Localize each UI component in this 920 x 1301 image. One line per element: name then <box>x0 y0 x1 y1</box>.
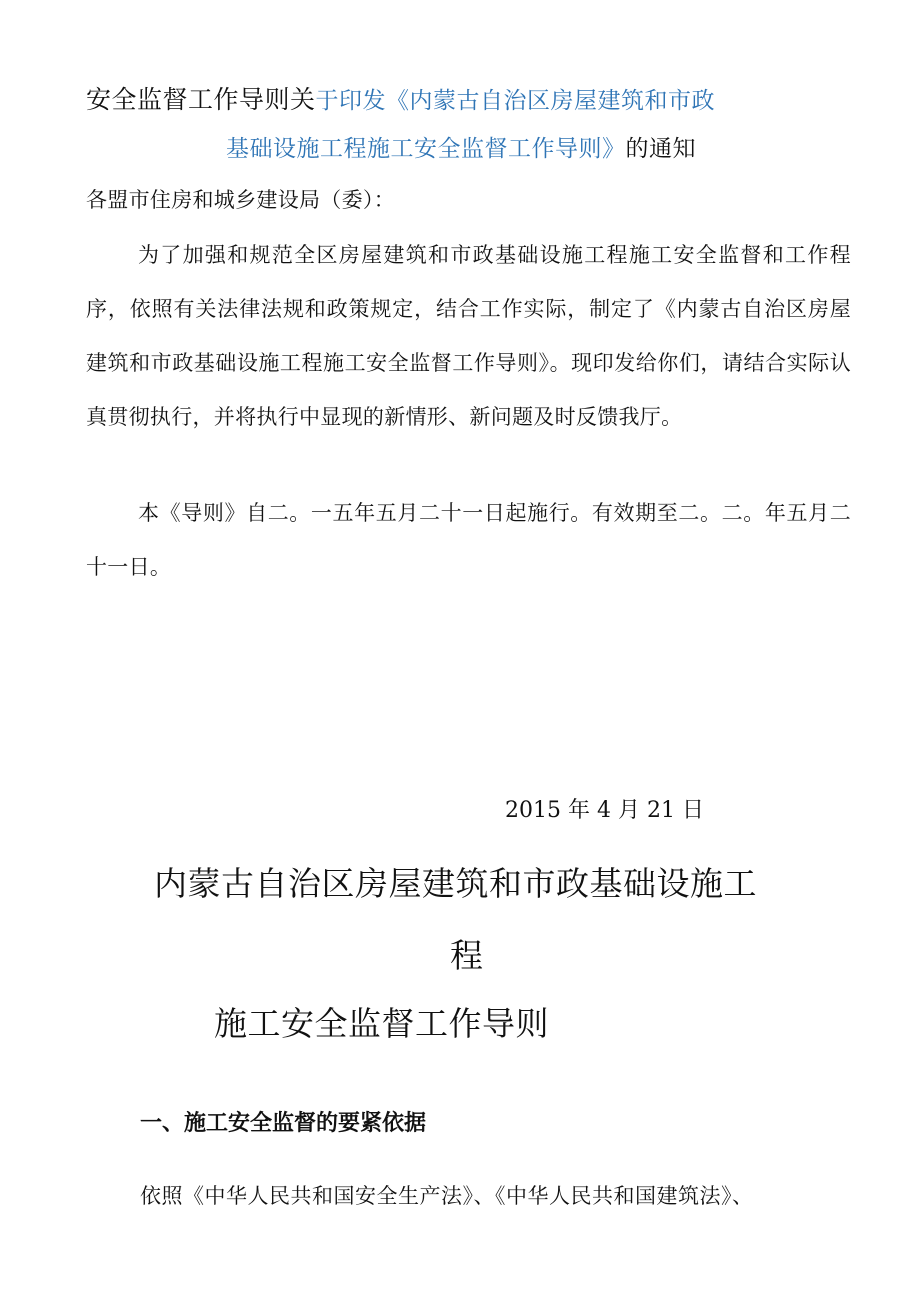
section-heading-1: 一、施工安全监督的要紧依据 <box>140 1111 427 1136</box>
section-1-text: 依照《中华人民共和国安全生产法》、《中华人民共和国建筑法》、 <box>140 1184 754 1208</box>
body-paragraph-1: 为了加强和规范全区房屋建筑和市政基础设施工程施工安全监督和工作程序，依照有关法律法规和政策规定，结合工作实际，制定了《内蒙古自治区房屋建筑和市政基础设施工程施工安全监督工作导则》。现印发给你们，请结合实际认真贯彻执行，并将执行中显现的新情形、新问题及时反馈我厅。 <box>86 243 851 429</box>
notice-title-line-1 <box>86 80 715 116</box>
guideline-title-line-1: 内蒙古自治区房屋建筑和市政基础设施工 <box>154 864 757 903</box>
body-paragraph-2: 本《导则》自二。一五年五月二十一日起施行。有效期至二。二。年五月二十一日。 <box>86 501 851 579</box>
guideline-title-line-3: 施工安全监督工作导则 <box>214 1004 549 1043</box>
notice-title-line-2-black: 的通知 <box>625 136 696 162</box>
notice-title-line-1-blue: 于印发《内蒙古自治区房屋建筑和市政 <box>315 88 716 114</box>
issue-date: 2015 年 4 月 21 日 <box>505 798 704 823</box>
guideline-title-line-2: 程 <box>450 936 483 975</box>
notice-title-line-2 <box>226 130 696 163</box>
notice-title-line-2-blue: 基础设施工程施工安全监督工作导则》 <box>226 136 626 162</box>
addressee: 各盟市住房和城乡建设局（委）： <box>86 188 395 212</box>
notice-title-line-1-black: 安全监督工作导则关 <box>86 85 316 114</box>
